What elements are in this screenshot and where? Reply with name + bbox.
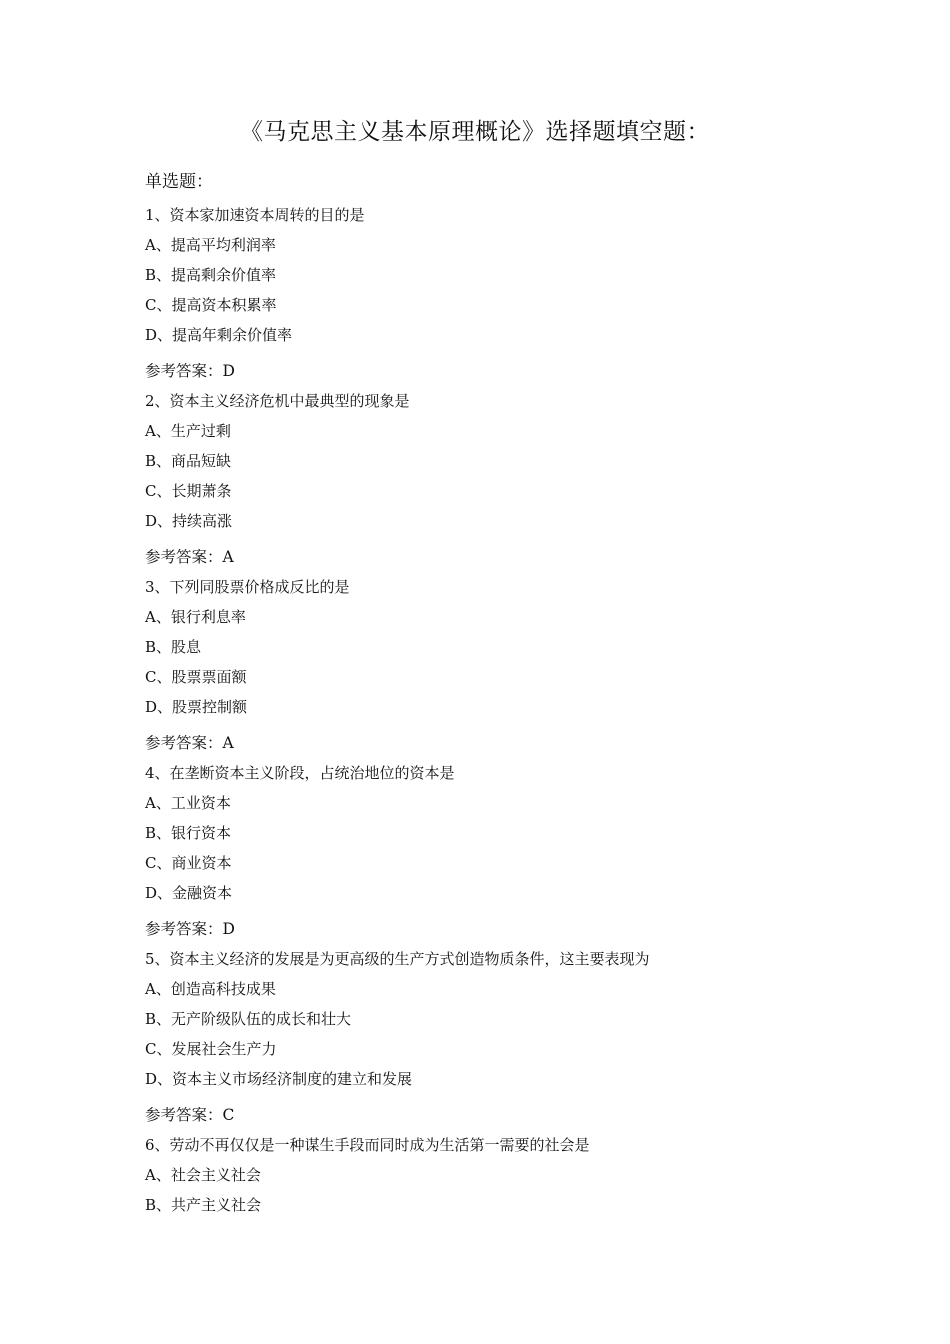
reference-answer: 参考答案：D (145, 920, 235, 938)
question-stem: 4、在垄断资本主义阶段，占统治地位的资本是 (145, 764, 455, 782)
option-a: A、工业资本 (145, 794, 231, 812)
question-stem: 3、下列同股票价格成反比的是 (145, 578, 350, 596)
option-d: D、股票控制额 (145, 698, 248, 716)
question-2 (145, 386, 845, 572)
section-heading-single-choice: 单选题： (145, 172, 213, 192)
question-5 (145, 944, 845, 1130)
option-b: B、无产阶级队伍的成长和壮大 (145, 1010, 352, 1028)
option-c: C、长期萧条 (145, 482, 232, 500)
question-stem: 5、资本主义经济的发展是为更高级的生产方式创造物质条件，这主要表现为 (145, 950, 650, 968)
option-b: B、提高剩余价值率 (145, 266, 277, 284)
question-stem: 2、资本主义经济危机中最典型的现象是 (145, 392, 410, 410)
reference-answer: 参考答案：A (145, 548, 234, 566)
question-1 (145, 200, 845, 386)
option-d: D、提高年剩余价值率 (145, 326, 293, 344)
option-b: B、银行资本 (145, 824, 232, 842)
document-title: 《马克思主义基本原理概论》选择题填空题： (240, 119, 710, 145)
option-a: A、创造高科技成果 (145, 980, 276, 998)
option-c: C、商业资本 (145, 854, 232, 872)
option-d: D、资本主义市场经济制度的建立和发展 (145, 1070, 413, 1088)
option-b: B、股息 (145, 638, 202, 656)
option-c: C、提高资本积累率 (145, 296, 277, 314)
option-b: B、商品短缺 (145, 452, 232, 470)
option-c: C、股票票面额 (145, 668, 247, 686)
question-4 (145, 758, 845, 944)
question-list (145, 200, 845, 1220)
option-d: D、持续高涨 (145, 512, 233, 530)
option-a: A、生产过剩 (145, 422, 231, 440)
reference-answer: 参考答案：A (145, 734, 234, 752)
question-stem: 6、劳动不再仅仅是一种谋生手段而同时成为生活第一需要的社会是 (145, 1136, 590, 1154)
reference-answer: 参考答案：D (145, 362, 235, 380)
option-b: B、共产主义社会 (145, 1196, 262, 1214)
question-6 (145, 1130, 845, 1220)
option-c: C、发展社会生产力 (145, 1040, 277, 1058)
option-d: D、金融资本 (145, 884, 233, 902)
option-a: A、提高平均利润率 (145, 236, 276, 254)
question-3 (145, 572, 845, 758)
reference-answer: 参考答案：C (145, 1106, 235, 1124)
option-a: A、社会主义社会 (145, 1166, 261, 1184)
question-stem: 1、资本家加速资本周转的目的是 (145, 206, 365, 224)
option-a: A、银行利息率 (145, 608, 246, 626)
